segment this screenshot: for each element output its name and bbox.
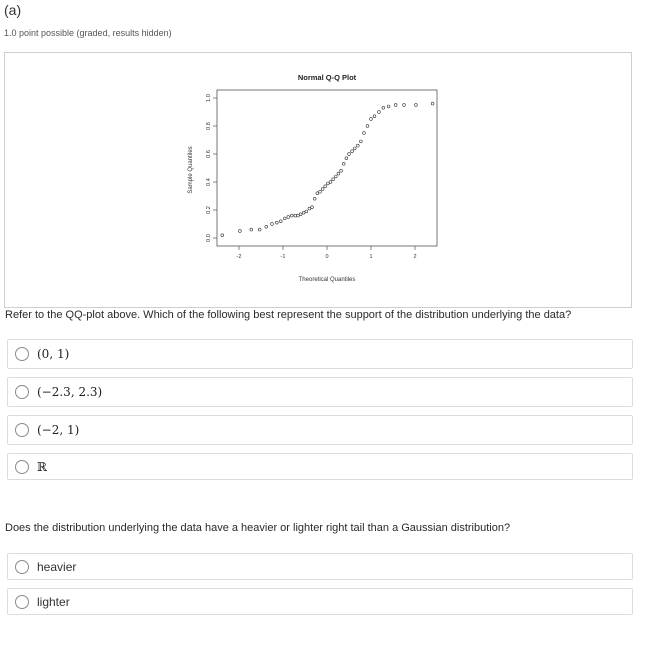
data-point	[403, 104, 406, 107]
data-point	[290, 214, 293, 217]
data-point	[221, 234, 224, 237]
data-point	[345, 157, 348, 160]
radio-circle-icon[interactable]	[15, 385, 29, 399]
data-point	[271, 223, 274, 226]
q2-option-heavier[interactable]	[7, 553, 633, 580]
radio-circle-icon[interactable]	[15, 347, 29, 361]
data-point	[370, 118, 373, 121]
data-point	[316, 192, 319, 195]
data-point	[340, 169, 343, 172]
y-tick-label: 0.8	[206, 122, 212, 130]
x-tick-label: 1	[369, 254, 373, 260]
y-axis-label: Sample Quantiles	[188, 146, 194, 194]
y-tick-label: 1.0	[206, 94, 212, 102]
data-point	[382, 106, 385, 109]
q2-option-lighter[interactable]	[7, 588, 633, 615]
option-label: (−2, 1)	[37, 423, 80, 437]
data-point	[351, 150, 354, 153]
data-point	[363, 132, 366, 135]
x-tick-label: 2	[413, 254, 417, 260]
x-tick-label: -1	[280, 254, 286, 260]
data-point	[334, 175, 337, 178]
y-tick-label: 0.0	[206, 234, 212, 242]
data-point	[356, 144, 359, 147]
question-1-text: Refer to the QQ-plot above. Which of the following best represent the support of the distribution underlying the data?	[5, 309, 572, 321]
data-point	[299, 213, 302, 216]
data-point	[414, 104, 417, 107]
data-point	[250, 228, 253, 231]
radio-circle-icon[interactable]	[15, 595, 29, 609]
data-point	[394, 104, 397, 107]
part-label: (a)	[4, 2, 22, 18]
data-point	[265, 225, 268, 228]
points-info: 1.0 point possible (graded, results hidden)	[4, 28, 172, 38]
q1-option-minus2.3-2.3[interactable]	[7, 377, 633, 407]
data-point	[329, 181, 332, 184]
chart-title: Normal Q-Q Plot	[297, 73, 357, 82]
data-point	[308, 207, 311, 210]
option-label: lighter	[37, 594, 70, 609]
radio-circle-icon[interactable]	[15, 460, 29, 474]
x-tick-label: 0	[325, 254, 329, 260]
option-label: heavier	[37, 559, 77, 574]
option-label: ℝ	[37, 459, 47, 474]
option-label: (0, 1)	[37, 347, 70, 361]
q1-option-minus2-1[interactable]	[7, 415, 633, 445]
plot-area-border	[217, 90, 437, 246]
data-point	[311, 206, 314, 209]
data-point	[321, 188, 324, 191]
data-point	[373, 115, 376, 118]
data-point	[332, 178, 335, 181]
data-point	[283, 217, 286, 220]
data-point	[353, 147, 356, 150]
data-point	[387, 105, 390, 108]
data-point	[366, 125, 369, 128]
data-point	[326, 182, 329, 185]
qq-plot-figure	[4, 52, 632, 308]
y-tick-label: 0.6	[206, 150, 212, 158]
q1-option-0-1[interactable]	[7, 339, 633, 369]
q1-option-real-line[interactable]	[7, 453, 633, 480]
y-tick-label: 0.4	[206, 178, 212, 186]
data-point	[238, 230, 241, 233]
data-point	[337, 172, 340, 175]
data-point	[348, 153, 351, 156]
radio-circle-icon[interactable]	[15, 423, 29, 437]
data-point	[431, 102, 434, 105]
option-label: (−2.3, 2.3)	[37, 385, 103, 399]
qq-plot-svg	[5, 53, 631, 307]
data-point	[275, 221, 278, 224]
data-point	[279, 220, 282, 223]
data-point	[313, 197, 316, 200]
question-2-text: Does the distribution underlying the data have a heavier or lighter right tail than a Gaussian distribution?	[5, 522, 511, 534]
x-tick-label: -2	[236, 254, 242, 260]
data-point	[302, 211, 305, 214]
data-point	[359, 140, 362, 143]
data-point	[378, 111, 381, 114]
data-point	[258, 228, 261, 231]
data-point	[287, 216, 290, 219]
x-axis-label: Theoretical Quantiles	[298, 277, 356, 283]
data-point	[305, 210, 308, 213]
data-point	[319, 190, 322, 193]
data-point	[324, 185, 327, 188]
radio-circle-icon[interactable]	[15, 560, 29, 574]
y-tick-label: 0.2	[206, 206, 212, 214]
data-point	[342, 162, 345, 165]
